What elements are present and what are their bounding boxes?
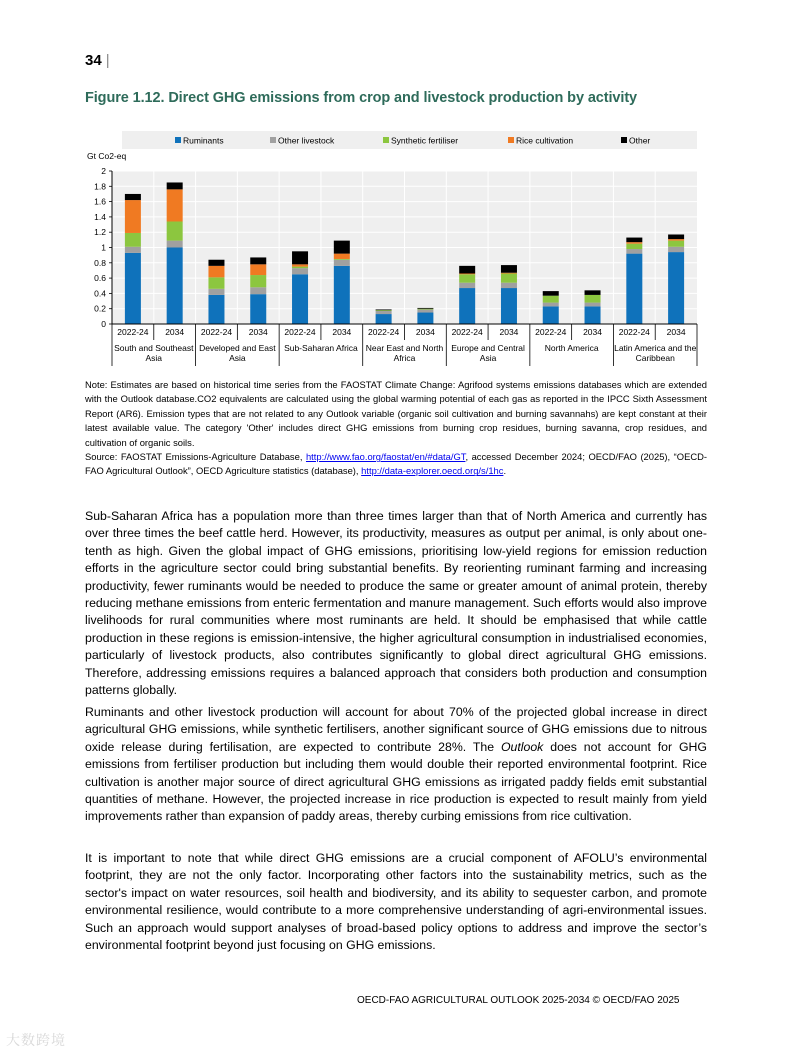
y-tick-label: 0.4 (94, 288, 106, 299)
x-tick-label: 2034 (583, 327, 602, 337)
x-tick-label: 2022-24 (618, 327, 650, 337)
bar-segment-synthetic-fertiliser (376, 310, 392, 311)
bar-segment-other-livestock (543, 303, 559, 307)
x-tick-label: 2034 (165, 327, 185, 337)
x-tick-label: 2022-24 (284, 327, 316, 337)
bar-segment-other (376, 309, 392, 310)
note-text: Note: Estimates are based on historical time series from the FAOSTAT Climate Change: Agrifood systems emissions databases which are extended with the Outlook database.CO2 equivalents are calculated using the global warming potential of each gas as reported in the IPCC Sixth Assessment Report (AR6). Emission types that are not related to any Outlook variable (organic soil cultivation and burning savannahs) are kept constant at their latest available value. The category 'Other' includes direct GHG emissions from burning crop residues, burning savanna, crop residues, and cultivation of organic soils. (85, 379, 707, 448)
x-tick-label: 2034 (499, 327, 519, 337)
bar-segment-other-livestock (334, 260, 350, 266)
x-tick-label: 2034 (666, 327, 686, 337)
bar-segment-rice-cultivation (208, 266, 224, 277)
bar-segment-ruminants (376, 314, 392, 324)
legend-label: Synthetic fertiliser (391, 135, 459, 146)
legend-swatch-rice-cultivation (508, 137, 514, 143)
bar-segment-other (585, 290, 601, 295)
bar-segment-other-livestock (668, 247, 684, 252)
group-label: South and Southeast (114, 343, 194, 353)
bar-segment-other-livestock (125, 247, 141, 253)
bar-segment-other (208, 260, 224, 266)
group-label: Asia (145, 353, 163, 363)
y-tick-label: 1.4 (94, 211, 106, 222)
y-tick-label: 1.6 (94, 196, 106, 207)
group-label: North America (544, 343, 599, 353)
bar-segment-rice-cultivation (668, 239, 684, 241)
page-footer: OECD-FAO AGRICULTURAL OUTLOOK 2025-2034 © OECD/FAO 2025 (357, 995, 680, 1006)
bar-segment-other (250, 257, 266, 264)
bar-segment-other (501, 265, 517, 273)
page-number-value: 34 (85, 52, 102, 69)
bar-segment-rice-cultivation (250, 264, 266, 275)
x-tick-label: 2034 (415, 327, 435, 337)
group-label: Africa (393, 353, 416, 363)
x-tick-label: 2022-24 (200, 327, 233, 337)
group-label: Sub-Saharan Africa (284, 343, 358, 353)
bar-segment-ruminants (668, 252, 684, 324)
legend-label: Rice cultivation (516, 135, 574, 146)
bar-segment-ruminants (292, 274, 308, 324)
bar-segment-synthetic-fertiliser (543, 296, 559, 303)
bar-segment-other (626, 238, 642, 243)
legend-label: Ruminants (183, 135, 224, 146)
x-tick-label: 2022-24 (535, 327, 567, 337)
bar-segment-ruminants (585, 306, 601, 324)
legend-label: Other livestock (278, 135, 335, 146)
bar-segment-ruminants (501, 288, 517, 324)
y-axis-label: Gt Co2-eq (87, 151, 127, 161)
legend-swatch-ruminants (175, 137, 181, 143)
bar-segment-other-livestock (376, 311, 392, 314)
bar-segment-synthetic-fertiliser (250, 275, 266, 287)
bar-segment-other (668, 234, 684, 239)
paragraph-1: Sub-Saharan Africa has a population more than three times larger than that of North America and currently has over three times the beef cattle herd. However, its productivity, measures as output per animal, is only about one-tenth as high. Given the global impact of GHG emissions, prioritising low-yield regions for emission reduction efforts in the agriculture sector could bring substantial benefits. By reorienting ruminant farming and increasing productivity, fewer ruminants would be needed to produce the same or greater amount of animal protein, thereby reducing methane emissions from enteric fermentation and manure management. Such efforts would also improve livelihoods for rural communities where most ruminants are held. It should be emphasised that while cattle production in these regions is emission-intensive, the higher agricultural consumption in industrialised economies, particularly of livestock products, also contributes significantly to global direct agricultural GHG emissions. Therefore, addressing emissions requires a balanced approach that considers both production and consumption patterns globally. (85, 509, 707, 698)
group-label: Developed and East (199, 343, 276, 353)
bar-segment-synthetic-fertiliser (626, 244, 642, 249)
group-label: Asia (479, 353, 497, 363)
x-tick-label: 2022-24 (451, 327, 483, 337)
legend-swatch-other (621, 137, 627, 143)
bar-segment-synthetic-fertiliser (459, 274, 475, 282)
bar-segment-ruminants (543, 306, 559, 324)
group-label: Asia (229, 353, 246, 363)
bar-segment-synthetic-fertiliser (417, 309, 433, 310)
bar-segment-other (125, 194, 141, 200)
bar-segment-other (417, 308, 433, 309)
paragraph-2 (85, 704, 707, 826)
y-tick-label: 1.2 (94, 227, 106, 238)
bar-segment-ruminants (626, 254, 642, 324)
y-tick-label: 0.6 (94, 273, 106, 284)
stacked-bar-chart (85, 128, 705, 368)
paragraph-2-italic: Outlook (500, 739, 544, 754)
bar-segment-ruminants (334, 266, 350, 324)
group-label: Caribbean (635, 353, 675, 363)
bar-segment-rice-cultivation (626, 242, 642, 244)
paragraph-2-part-a: Ruminants and other livestock production will account for about 70% of the projected global increase in direct agricultural GHG emissions, while synthetic fertilisers, another significant source of GHG emissions due to nitrous oxide release during fertilisation, are expected to contribute 28%. The (85, 705, 707, 754)
bar-segment-other-livestock (585, 303, 601, 307)
bar-segment-rice-cultivation (292, 264, 308, 266)
bar-segment-synthetic-fertiliser (292, 267, 308, 269)
oecd-data-explorer-link[interactable]: http://data-explorer.oecd.org/s/1hc (361, 465, 504, 477)
bar-segment-rice-cultivation (501, 273, 517, 274)
faostat-link[interactable]: http://www.fao.org/faostat/en/#data/GT (305, 451, 466, 463)
bar-segment-ruminants (167, 248, 183, 325)
group-label: Europe and Central (451, 343, 525, 353)
figure-note (85, 378, 707, 479)
legend-swatch-synthetic-fertiliser (383, 137, 389, 143)
x-tick-label: 2022-24 (117, 327, 149, 337)
bar-segment-synthetic-fertiliser (208, 277, 224, 288)
group-label: Near East and North (365, 343, 444, 353)
paragraph-3: It is important to note that while direct GHG emissions are a crucial component of AFOLU’s environmental footprint, they are not the only factor. Incorporating other factors into the sustainability metrics, such as the sector's impact on water resources, soil health and biodiversity, and its ability to sequester carbon, and promote environmental resilience, would contribute to a more comprehensive understanding of agri-environmental issues. Such an approach would support analyses of broad-based policy options to address and improve the sector’s environmental footprint beyond just focusing on GHG emissions. (85, 851, 707, 953)
y-tick-label: 2 (101, 166, 106, 176)
bar-segment-synthetic-fertiliser (167, 221, 183, 240)
x-tick-label: 2022-24 (368, 327, 400, 337)
bar-segment-ruminants (250, 294, 266, 324)
legend-label: Other (629, 135, 651, 146)
page-number (85, 52, 110, 69)
bar-segment-ruminants (459, 288, 475, 324)
y-tick-label: 0 (101, 319, 106, 329)
bar-segment-ruminants (125, 253, 141, 324)
bar-segment-ruminants (417, 313, 433, 324)
bar-segment-other-livestock (501, 283, 517, 288)
source-middle: , accessed December 2024; OECD/FAO (2025), “OECD-FAO Agricultural Outlook”, OECD Agriculture statistics (database), (85, 451, 708, 477)
bar-segment-rice-cultivation (125, 200, 141, 233)
y-tick-label: 0.8 (94, 257, 106, 268)
bar-segment-other-livestock (292, 268, 308, 274)
bar-segment-other-livestock (626, 249, 642, 254)
bar-segment-synthetic-fertiliser (501, 274, 517, 283)
page-number-separator: | (105, 52, 110, 69)
y-tick-label: 0.2 (94, 303, 106, 314)
bar-segment-other-livestock (208, 289, 224, 295)
source-prefix: Source: FAOSTAT Emissions-Agriculture Database, (85, 451, 306, 463)
y-tick-label: 1.8 (94, 181, 106, 192)
bar-segment-ruminants (208, 295, 224, 324)
bar-segment-other-livestock (250, 287, 266, 294)
bar-segment-synthetic-fertiliser (585, 295, 601, 303)
bar-segment-synthetic-fertiliser (125, 233, 141, 247)
bar-segment-rice-cultivation (334, 254, 350, 259)
x-tick-label: 2034 (332, 327, 352, 337)
bar-segment-other (543, 291, 559, 296)
bar-segment-other-livestock (459, 283, 475, 288)
watermark: 大数跨境 (6, 1032, 66, 1048)
bar-segment-synthetic-fertiliser (334, 259, 350, 260)
bar-segment-other (292, 251, 308, 264)
group-label: Latin America and the (614, 343, 697, 353)
bar-segment-synthetic-fertiliser (668, 241, 684, 247)
paragraph-2-part-b: does not account for GHG emissions from fertiliser production but including them would double their reported environmental footprint. Rice cultivation is another major source of direct agricultural GHG emissions as irrigated paddy fields emit substantial quantities of methane. However, the projected increase in rice production is expected to result mainly from yield improvements rather than expansion of paddy areas, thereby curbing emissions from rice cultivation. (85, 739, 707, 824)
legend-swatch-other-livestock (270, 137, 276, 143)
bar-segment-rice-cultivation (459, 274, 475, 275)
bar-segment-other (334, 241, 350, 254)
bar-segment-other (167, 182, 183, 189)
bar-segment-other (459, 266, 475, 274)
y-tick-label: 1 (101, 242, 106, 253)
source-suffix: . (503, 465, 507, 477)
source-text (85, 450, 707, 479)
bar-segment-other-livestock (167, 241, 183, 248)
x-tick-label: 2034 (248, 327, 268, 337)
bar-segment-other-livestock (417, 309, 433, 312)
figure-title: Figure 1.12. Direct GHG emissions from crop and livestock production by activity (85, 90, 638, 106)
bar-segment-rice-cultivation (167, 189, 183, 221)
